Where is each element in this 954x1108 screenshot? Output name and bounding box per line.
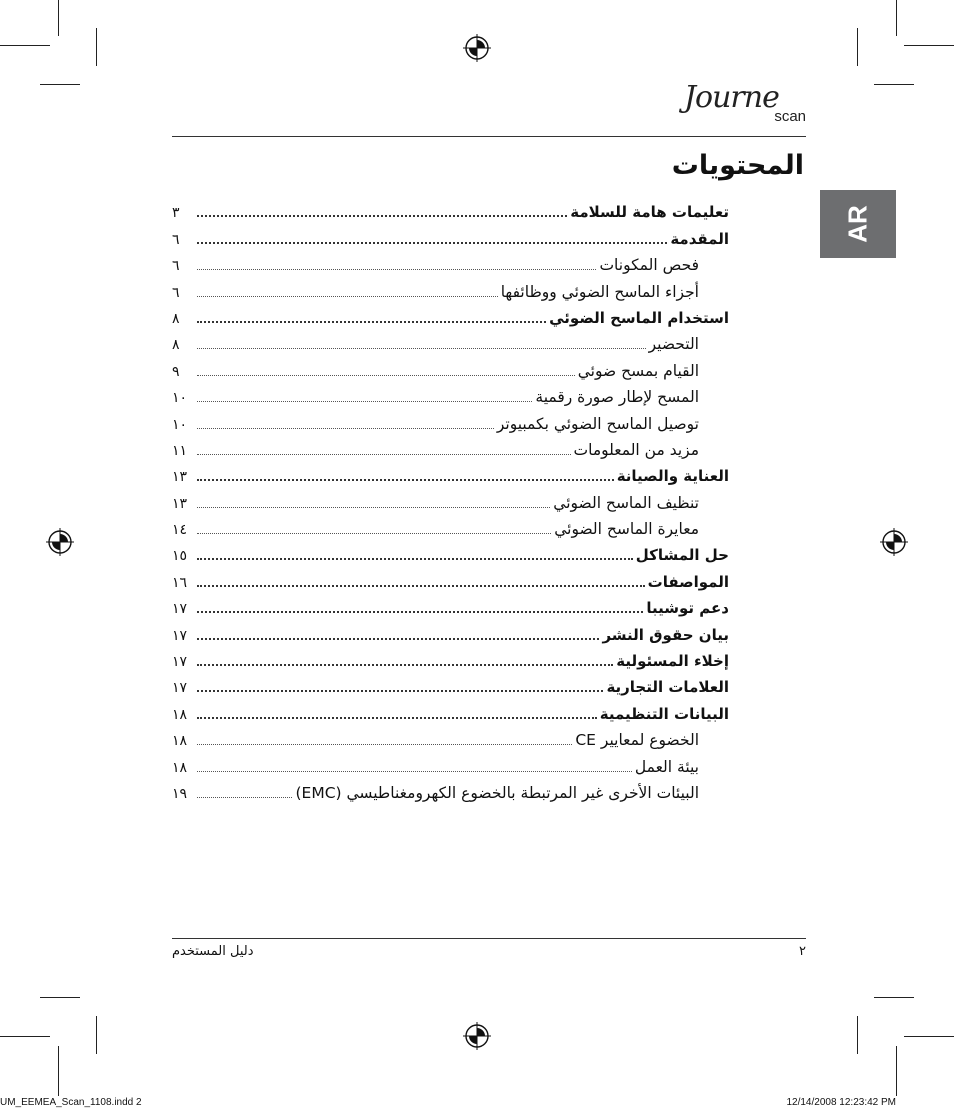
toc-entry-page: ١٧	[172, 680, 188, 697]
crop-mark	[896, 1046, 897, 1096]
toc-leader-dots	[197, 717, 597, 719]
toc-leader-dots	[197, 690, 603, 692]
toc-entry-label: بيان حقوق النشر	[602, 625, 729, 644]
toc-entry[interactable]	[172, 515, 729, 541]
toc-entry-label: معايرة الماسح الضوئي	[554, 520, 699, 539]
toc-entry-page: ٦	[172, 231, 180, 248]
registration-mark-icon	[46, 528, 74, 556]
toc-entry-page: ١٨	[172, 706, 188, 723]
crop-mark	[40, 84, 80, 85]
toc-entry-page: ٣	[172, 205, 180, 222]
toc-entry-page: ١٤	[172, 522, 188, 539]
toc-leader-dots	[197, 428, 494, 429]
toc-leader-dots	[197, 585, 645, 587]
toc-leader-dots	[197, 797, 292, 798]
toc-entry[interactable]	[172, 330, 729, 356]
toc-entry[interactable]	[172, 541, 729, 567]
toc-entry-page: ٩	[172, 363, 180, 380]
toc-entry-label: المقدمة	[670, 229, 729, 248]
toc-entry-label: حل المشاكل	[635, 546, 729, 565]
footer-rule	[172, 938, 806, 939]
crop-mark	[874, 997, 914, 998]
toc-entry-page: ١٧	[172, 627, 188, 644]
toc-entry[interactable]	[172, 198, 729, 224]
registration-mark-icon	[880, 528, 908, 556]
toc-entry[interactable]	[172, 277, 729, 303]
logo-script: Journe	[684, 80, 779, 115]
toc-entry-label: القيام بمسح ضوئي	[577, 361, 699, 380]
crop-mark	[904, 1036, 954, 1037]
toc-entry-page: ١٨	[172, 733, 188, 750]
toc-entry-label: إخلاء المسئولية	[616, 652, 729, 671]
crop-mark	[0, 45, 50, 46]
toc-entry[interactable]	[172, 224, 729, 250]
toc-entry-label: أجزاء الماسح الضوئي ووظائفها	[500, 282, 699, 301]
crop-mark	[58, 1046, 59, 1096]
toc-entry[interactable]	[172, 304, 729, 330]
crop-mark	[857, 28, 858, 66]
registration-mark-icon	[463, 1022, 491, 1050]
toc-entry-page: ٦	[172, 258, 180, 275]
header-rule	[172, 136, 806, 137]
toc-entry-page: ١٠	[172, 390, 188, 407]
toc-entry[interactable]	[172, 356, 729, 382]
crop-mark	[96, 28, 97, 66]
logo-suffix: scan	[774, 108, 806, 125]
toc-leader-dots	[197, 269, 596, 270]
toc-leader-dots	[197, 664, 613, 666]
toc-entry-label: استخدام الماسح الضوئي	[549, 308, 729, 327]
crop-mark	[96, 1016, 97, 1054]
toc-entry[interactable]	[172, 594, 729, 620]
toc-entry-label: التحضير	[648, 335, 699, 354]
toc-entry-label: توصيل الماسح الضوئي بكمبيوتر	[496, 414, 699, 433]
registration-mark-icon	[463, 34, 491, 62]
toc-entry-label: بيئة العمل	[634, 757, 699, 776]
toc-entry[interactable]	[172, 699, 729, 725]
toc-leader-dots	[197, 611, 643, 613]
brand-logo	[684, 80, 808, 130]
toc-entry-page: ١٩	[172, 785, 188, 802]
toc-entry-page: ٨	[172, 337, 180, 354]
toc-leader-dots	[197, 296, 498, 297]
toc-entry[interactable]	[172, 673, 729, 699]
toc-entry-page: ٦	[172, 284, 180, 301]
toc-entry[interactable]	[172, 488, 729, 514]
toc-leader-dots	[197, 507, 550, 508]
print-slug-file: UM_EEMEA_Scan_1108.indd 2	[0, 1097, 142, 1108]
toc-entry-page: ١١	[172, 442, 188, 459]
toc-leader-dots	[197, 375, 575, 376]
toc-entry-label: المواصفات	[647, 572, 729, 591]
toc-leader-dots	[197, 321, 546, 323]
toc-entry[interactable]	[172, 436, 729, 462]
toc-entry[interactable]	[172, 251, 729, 277]
toc-entry[interactable]	[172, 726, 729, 752]
language-tab-label: AR	[842, 205, 873, 243]
toc-entry-label: البيئات الأخرى غير المرتبطة بالخضوع الكهرومغناطيسي (EMC)	[295, 783, 699, 802]
toc-entry[interactable]	[172, 409, 729, 435]
toc-entry-label: تنظيف الماسح الضوئي	[553, 493, 699, 512]
toc-leader-dots	[197, 479, 614, 481]
toc-entry-page: ١٨	[172, 759, 188, 776]
toc-leader-dots	[197, 215, 567, 217]
crop-mark	[904, 45, 954, 46]
toc-entry-label: مزيد من المعلومات	[573, 440, 699, 459]
toc-leader-dots	[197, 558, 633, 560]
toc-entry-page: ١٠	[172, 416, 188, 433]
toc-leader-dots	[197, 771, 632, 772]
crop-mark	[874, 84, 914, 85]
toc-entry-page: ١٦	[172, 574, 188, 591]
toc-entry-page: ١٣	[172, 495, 188, 512]
crop-mark	[58, 0, 59, 36]
toc-entry-page: ٨	[172, 310, 180, 327]
toc-entry[interactable]	[172, 620, 729, 646]
footer-doc-title: دليل المستخدم	[172, 944, 254, 959]
toc-entry[interactable]	[172, 779, 729, 805]
toc-entry-label: العلامات التجارية	[606, 678, 729, 697]
crop-mark	[0, 1036, 50, 1037]
print-slug-timestamp: 12/14/2008 12:23:42 PM	[786, 1097, 896, 1108]
toc-entry[interactable]	[172, 462, 729, 488]
footer-page-number: ٢	[799, 944, 806, 959]
crop-mark	[857, 1016, 858, 1054]
toc-leader-dots	[197, 454, 571, 455]
table-of-contents	[172, 198, 729, 805]
toc-entry-page: ١٥	[172, 548, 188, 565]
toc-entry-page: ١٣	[172, 469, 188, 486]
toc-entry-page: ١٧	[172, 654, 188, 671]
toc-entry[interactable]	[172, 752, 729, 778]
toc-entry-label: البيانات التنظيمية	[599, 704, 729, 723]
toc-leader-dots	[197, 401, 532, 402]
toc-leader-dots	[197, 242, 667, 244]
toc-entry-label: تعليمات هامة للسلامة	[570, 203, 729, 222]
toc-entry[interactable]	[172, 647, 729, 673]
toc-entry-page: ١٧	[172, 601, 188, 618]
language-tab	[820, 190, 896, 258]
toc-leader-dots	[197, 533, 551, 534]
toc-entry-label: فحص المكونات	[599, 256, 699, 275]
toc-leader-dots	[197, 744, 572, 745]
toc-entry-label: العناية والصيانة	[616, 467, 729, 486]
toc-entry[interactable]	[172, 567, 729, 593]
toc-entry-label: الخضوع لمعايير CE	[575, 731, 699, 750]
page-title: المحتويات	[671, 150, 804, 181]
toc-entry[interactable]	[172, 383, 729, 409]
toc-leader-dots	[197, 638, 599, 640]
toc-leader-dots	[197, 348, 646, 349]
crop-mark	[40, 997, 80, 998]
toc-entry-label: المسح لإطار صورة رقمية	[535, 388, 699, 407]
crop-mark	[896, 0, 897, 36]
toc-entry-label: دعم توشيبا	[646, 599, 729, 618]
